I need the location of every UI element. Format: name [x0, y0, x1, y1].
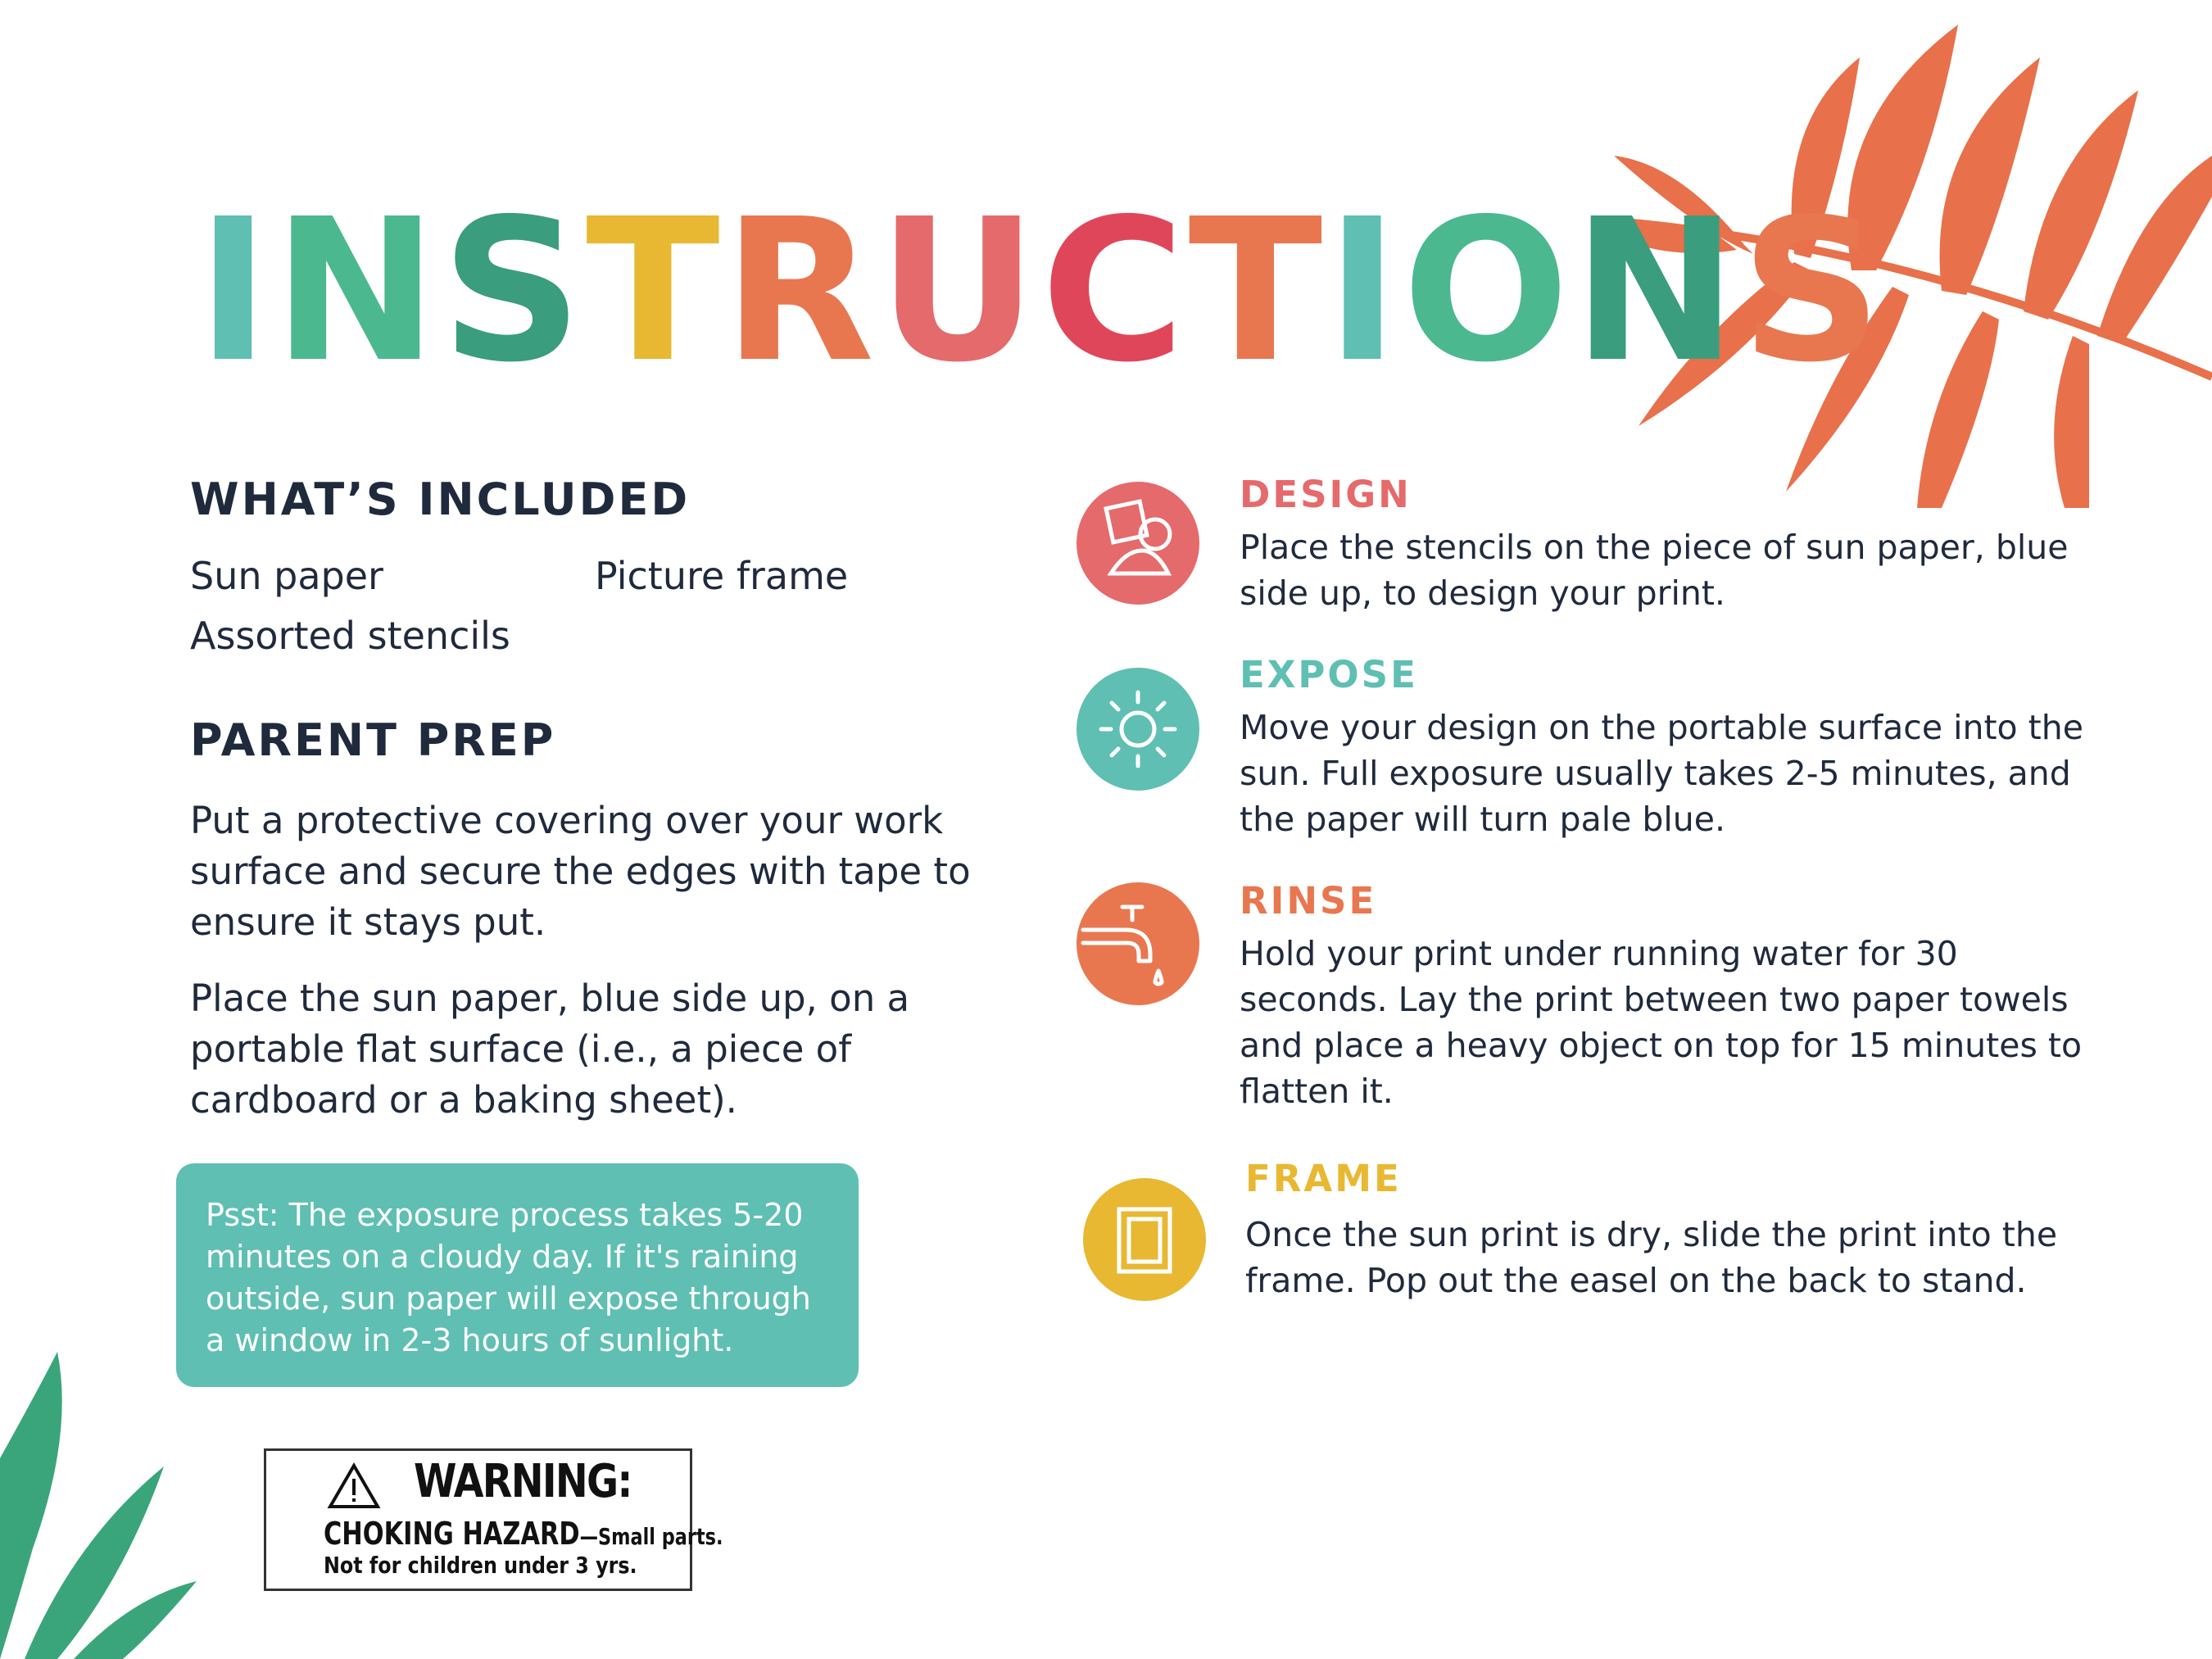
warning-small-parts: —Small parts.: [579, 1523, 723, 1550]
warning-line-2: Not for children under 3 yrs.: [324, 1552, 637, 1579]
tip-text: Psst: The exposure process takes 5-20 minutes on a cloudy day. If it's raining outside, sun paper will expose through a window in 2-3 hours of sunlight.: [206, 1197, 811, 1358]
title-letter: I: [197, 176, 274, 406]
warning-line-1: [324, 1516, 723, 1552]
warning-title: WARNING:: [414, 1455, 632, 1508]
shapes-icon: [1077, 482, 1199, 605]
rinse-step-icon-circle: [1077, 882, 1199, 1005]
step-body-frame: Once the sun print is dry, slide the print into the frame. Pop out the easel on the back to stand.: [1245, 1215, 2058, 1300]
title-letter: T: [586, 176, 723, 406]
page-title: [197, 176, 1886, 406]
title-letter: S: [1740, 176, 1886, 406]
step-body-design: Place the stencils on the piece of sun paper, blue side up, to design your print.: [1240, 528, 2069, 613]
warning-triangle-icon: [327, 1462, 381, 1510]
tip-box: [176, 1163, 859, 1387]
whats-included-heading: WHAT’S INCLUDED: [190, 474, 691, 525]
step-body-rinse: Hold your print under running water for 30 seconds. Lay the print between two paper towels and place a heavy object on top for 15 minutes to flatten it.: [1240, 934, 2083, 1111]
step-title-rinse: RINSE: [1240, 879, 1377, 922]
title-letter: U: [877, 176, 1041, 406]
title-letter: N: [273, 176, 442, 406]
title-letter: I: [1326, 176, 1403, 406]
faucet-icon: [1077, 882, 1199, 1005]
included-item-sun-paper: Sun paper: [190, 554, 383, 598]
step-title-frame: FRAME: [1245, 1157, 1402, 1200]
included-item-stencils: Assorted stencils: [190, 614, 510, 658]
step-title-design: DESIGN: [1240, 473, 1412, 516]
title-letter: R: [723, 176, 878, 406]
design-step-icon-circle: [1077, 482, 1199, 605]
expose-step-icon-circle: [1077, 668, 1199, 791]
green-leaves-decoration: [0, 1335, 213, 1659]
frame-icon: [1083, 1178, 1206, 1301]
parent-prep-paragraph-1: Put a protective covering over your work surface and secure the edges with tape to ensure it stays put.: [190, 799, 971, 944]
frame-step-icon-circle: [1083, 1178, 1206, 1301]
parent-prep-heading: PARENT PREP: [190, 714, 556, 766]
choking-hazard-warning: [264, 1448, 723, 1591]
step-body-expose: Move your design on the portable surface into the sun. Full exposure usually takes 2-5 minutes, and the paper will turn pale blue.: [1240, 708, 2083, 839]
title-letter: O: [1402, 176, 1573, 406]
warning-hazard-label: CHOKING HAZARD: [324, 1516, 580, 1552]
step-title-expose: EXPOSE: [1240, 653, 1418, 696]
parent-prep-paragraph-2: Place the sun paper, blue side up, on a portable flat surface (i.e., a piece of cardboard or a baking sheet).: [190, 977, 910, 1122]
title-letter: N: [1572, 176, 1741, 406]
included-item-picture-frame: Picture frame: [595, 554, 849, 598]
sun-icon: [1077, 668, 1199, 791]
title-letter: C: [1040, 176, 1189, 406]
title-letter: S: [441, 176, 587, 406]
title-letter: T: [1188, 176, 1326, 406]
